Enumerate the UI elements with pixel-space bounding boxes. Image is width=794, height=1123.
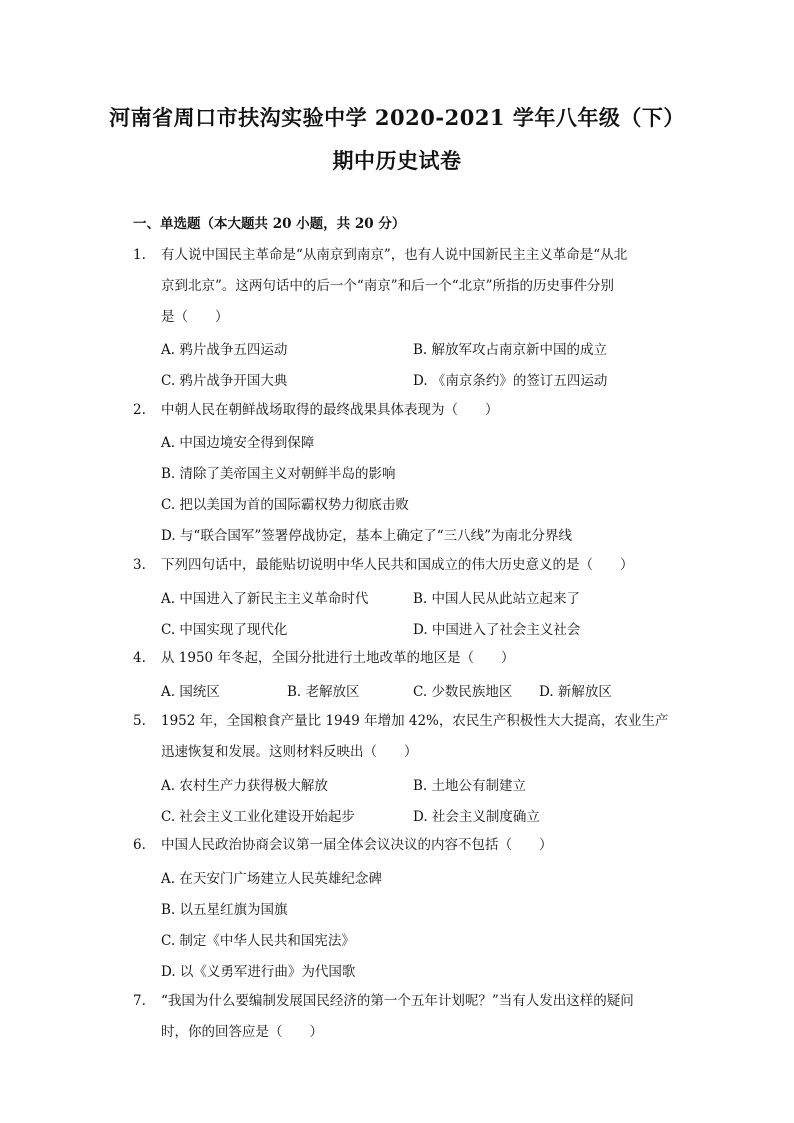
question-text-line: 中朝人民在朝鲜战场取得的最终战果具体表现为（ ） xyxy=(161,402,499,418)
question-text-line: 时，你的回答应是（ ） xyxy=(161,1024,323,1040)
option-d[interactable]: D. 中国进入了社会主义社会 xyxy=(413,622,581,638)
exam-title-line1: 河南省周口市扶沟实验中学 2020-2021 学年八年级（下） xyxy=(109,105,685,130)
question-text-line: 有人说中国民主革命是“从南京到南京”，也有人说中国新民主主义革命是“从北 xyxy=(161,247,628,263)
option-b[interactable]: B. 解放军攻占南京新中国的成立 xyxy=(413,342,608,358)
question-text-line: 迅速恢复和发展。这则材料反映出（ ） xyxy=(161,744,418,760)
option-c[interactable]: C. 中国实现了现代化 xyxy=(161,622,288,638)
question-number: 6. xyxy=(133,837,146,853)
option-c[interactable]: C. 制定《中华人民共和国宪法》 xyxy=(161,933,355,949)
option-a[interactable]: A. 在天安门广场建立人民英雄纪念碑 xyxy=(161,871,382,887)
option-b[interactable]: B. 土地公有制建立 xyxy=(413,778,527,794)
option-a[interactable]: A. 农村生产力获得极大解放 xyxy=(161,778,328,794)
question-number: 7. xyxy=(133,993,146,1009)
question-number: 4. xyxy=(133,650,146,666)
question-text-line: 从 1950 年冬起，全国分批进行土地改革的地区是（ ） xyxy=(161,650,515,666)
question-text-line: 京到北京”。这两句话中的后一个“南京”和后一个“北京”所指的历史事件分别 xyxy=(161,278,615,294)
option-c[interactable]: C. 少数民族地区 xyxy=(413,684,513,700)
question-number: 1. xyxy=(133,247,146,263)
option-a[interactable]: A. 国统区 xyxy=(161,684,220,700)
question-number: 5. xyxy=(133,713,146,729)
option-d[interactable]: D. 与“联合国军”签署停战协定，基本上确定了“三八线”为南北分界线 xyxy=(161,528,573,544)
option-b[interactable]: B. 中国人民从此站立起来了 xyxy=(413,591,581,607)
option-d[interactable]: D. 以《义勇军进行曲》为代国歌 xyxy=(161,964,356,980)
option-d[interactable]: D. 《南京条约》的签订五四运动 xyxy=(413,373,608,389)
option-c[interactable]: C. 社会主义工业化建设开始起步 xyxy=(161,809,355,825)
option-c[interactable]: C. 把以美国为首的国际霸权势力彻底击败 xyxy=(161,497,409,513)
question-number: 3. xyxy=(133,557,146,573)
option-a[interactable]: A. 中国边境安全得到保障 xyxy=(161,435,315,451)
section-heading: 一、单选题（本大题共 20 小题，共 20 分） xyxy=(133,216,406,232)
question-text-line: 1952 年，全国粮食产量比 1949 年增加 42%，农民生产积极性大大提高，农业生产 xyxy=(161,713,669,729)
option-d[interactable]: D. 新解放区 xyxy=(539,684,612,700)
question-text-line: 是（ ） xyxy=(161,309,229,325)
question-text-line: 中国人民政治协商会议第一届全体会议决议的内容不包括（ ） xyxy=(161,837,553,853)
exam-title-line2: 期中历史试卷 xyxy=(332,148,462,173)
option-d[interactable]: D. 社会主义制度确立 xyxy=(413,809,540,825)
option-c[interactable]: C. 鸦片战争开国大典 xyxy=(161,373,288,389)
option-b[interactable]: B. 老解放区 xyxy=(287,684,360,700)
question-text-line: 下列四句话中，最能贴切说明中华人民共和国成立的伟大历史意义的是（ ） xyxy=(161,557,634,573)
option-b[interactable]: B. 以五星红旗为国旗 xyxy=(161,902,288,918)
question-text-line: “我国为什么要编制发展国民经济的第一个五年计划呢？”当有人发出这样的疑问 xyxy=(161,993,634,1009)
question-number: 2. xyxy=(133,402,146,418)
option-a[interactable]: A. 鸦片战争五四运动 xyxy=(161,342,288,358)
option-b[interactable]: B. 清除了美帝国主义对朝鲜半岛的影响 xyxy=(161,466,396,482)
option-a[interactable]: A. 中国进入了新民主主义革命时代 xyxy=(161,591,369,607)
